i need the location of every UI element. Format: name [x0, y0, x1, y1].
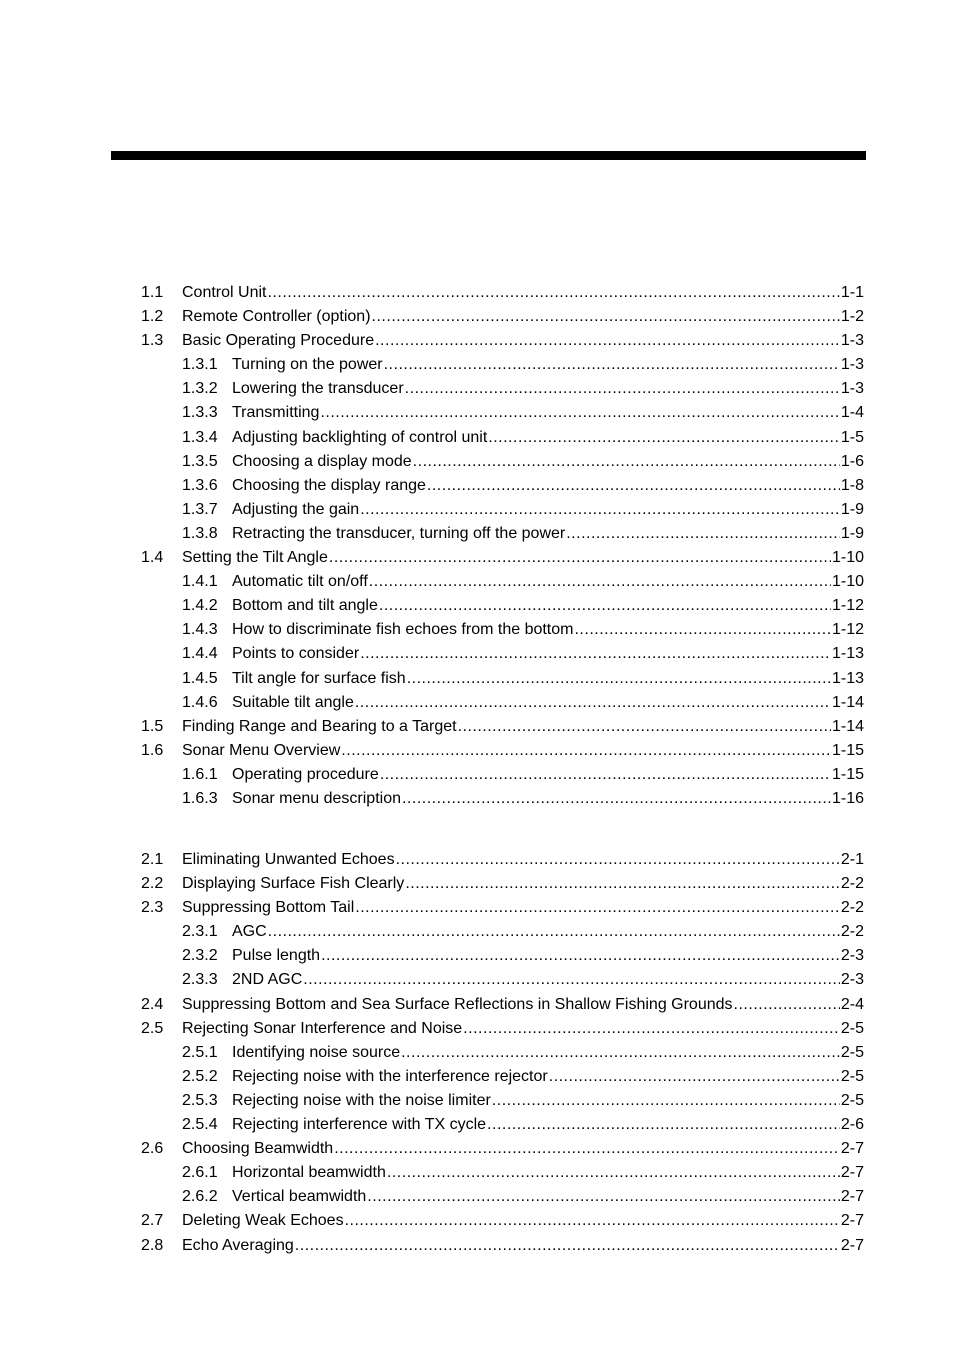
toc-entry-number: 1.6 — [141, 741, 164, 759]
toc-dot-leader — [384, 355, 840, 375]
toc-dot-leader — [407, 669, 831, 689]
toc-dot-leader — [463, 1019, 840, 1039]
toc-entry-title: Rejecting Sonar Interference and Noise — [182, 1019, 463, 1037]
toc-entry[interactable] — [141, 620, 864, 644]
toc-entry-number: 2.5.2 — [182, 1067, 218, 1085]
toc-dot-leader — [427, 476, 840, 496]
toc-entry[interactable] — [141, 379, 864, 403]
toc-entry-title: Suppressing Bottom Tail — [182, 899, 355, 917]
toc-entry[interactable] — [141, 717, 864, 741]
toc-entry-title: Basic Operating Procedure — [182, 332, 375, 350]
toc-dot-leader — [574, 620, 830, 640]
toc-entry-title: Choosing Beamwidth — [182, 1140, 334, 1158]
toc-entry-number: 1.4.1 — [182, 573, 218, 591]
toc-entry-title: Pulse length — [232, 947, 321, 965]
toc-entry-number: 1.4 — [141, 549, 164, 567]
toc-entry-page: 1-9 — [840, 524, 864, 542]
toc-entry[interactable] — [141, 428, 864, 452]
toc-entry-number: 2.5.1 — [182, 1043, 218, 1061]
toc-entry-page: 2-4 — [840, 995, 864, 1013]
toc-entry-number: 1.4.5 — [182, 669, 218, 687]
toc-entry-number: 2.3.3 — [182, 971, 218, 989]
toc-entry-page: 2-3 — [840, 971, 864, 989]
toc-entry-title: Adjusting the gain — [232, 500, 360, 518]
toc-entry-number: 1.3.5 — [182, 452, 218, 470]
toc-entry-title: Sonar menu description — [232, 789, 401, 807]
toc-entry[interactable] — [141, 946, 864, 970]
toc-entry[interactable] — [141, 1139, 864, 1163]
toc-entry-title: Horizontal beamwidth — [232, 1164, 386, 1182]
toc-dot-leader — [345, 1211, 840, 1231]
toc-entry-number: 1.6.3 — [182, 789, 218, 807]
toc-entry-number: 2.5.4 — [182, 1116, 218, 1134]
toc-entry-number: 1.4.4 — [182, 645, 218, 663]
toc-entry-page: 1-3 — [840, 356, 864, 374]
toc-entry-page: 1-14 — [831, 693, 864, 711]
toc-section-2 — [141, 850, 864, 1260]
toc-entry[interactable] — [141, 572, 864, 596]
toc-entry[interactable] — [141, 1019, 864, 1043]
toc-dot-leader — [549, 1067, 840, 1087]
toc-dot-leader — [487, 1115, 840, 1135]
toc-entry-number: 2.2 — [141, 875, 164, 893]
toc-dot-leader — [405, 379, 840, 399]
toc-entry-page: 1-3 — [840, 332, 864, 350]
toc-entry[interactable] — [141, 922, 864, 946]
toc-entry-number: 1.3.1 — [182, 356, 218, 374]
toc-entry[interactable] — [141, 307, 864, 331]
toc-entry-page: 2-3 — [840, 947, 864, 965]
toc-entry[interactable] — [141, 1043, 864, 1067]
header-rule — [111, 151, 866, 160]
toc-entry-title: Suitable tilt angle — [232, 693, 354, 711]
toc-entry-page: 2-2 — [840, 875, 864, 893]
toc-entry-number: 2.1 — [141, 851, 164, 868]
toc-entry[interactable] — [141, 548, 864, 572]
toc-entry[interactable] — [141, 403, 864, 427]
toc-entry-page: 2-7 — [840, 1212, 864, 1230]
toc-entry-title: Rejecting interference with TX cycle — [232, 1116, 487, 1134]
toc-entry-title: AGC — [232, 923, 267, 941]
toc-entry-number: 1.1 — [141, 284, 164, 301]
toc-entry-number: 2.3 — [141, 899, 164, 917]
toc-dot-leader — [355, 693, 831, 713]
toc-dot-leader — [402, 789, 831, 809]
toc-entry-number: 1.3.7 — [182, 500, 218, 518]
toc-entry-title: Transmitting — [232, 404, 320, 422]
toc-entry[interactable] — [141, 1091, 864, 1115]
toc-dot-leader — [375, 331, 840, 351]
toc-entry-number: 1.3.3 — [182, 404, 218, 422]
toc-entry-page: 1-14 — [831, 717, 864, 735]
toc-dot-leader — [268, 922, 840, 942]
toc-entry[interactable] — [141, 669, 864, 693]
toc-dot-leader — [369, 572, 831, 592]
toc-entry[interactable] — [141, 500, 864, 524]
toc-entry-title: Points to consider — [232, 645, 360, 663]
toc-entry[interactable] — [141, 765, 864, 789]
toc-dot-leader — [321, 946, 840, 966]
toc-entry-number: 1.3.2 — [182, 380, 218, 398]
toc-entry[interactable] — [141, 283, 864, 307]
toc-entry-number: 2.5.3 — [182, 1091, 218, 1109]
toc-entry-number: 2.5 — [141, 1019, 164, 1037]
toc-entry[interactable] — [141, 1236, 864, 1260]
toc-entry-page: 1-9 — [840, 500, 864, 518]
toc-entry-title: Rejecting noise with the interference rejector — [232, 1067, 548, 1085]
toc-entry-title: Retracting the transducer, turning off the power — [232, 524, 566, 542]
toc-entry-title: Identifying noise source — [232, 1043, 401, 1061]
toc-entry[interactable] — [141, 789, 864, 813]
toc-dot-leader — [379, 596, 831, 616]
toc-entry-page: 1-15 — [831, 765, 864, 783]
toc-entry-page: 1-12 — [831, 621, 864, 639]
toc-entry[interactable] — [141, 1115, 864, 1139]
toc-entry-page: 2-7 — [840, 1164, 864, 1182]
toc-dot-leader — [303, 970, 840, 990]
toc-dot-leader — [341, 741, 831, 761]
toc-dot-leader — [458, 717, 831, 737]
toc-entry-title: Finding Range and Bearing to a Target — [182, 717, 457, 735]
toc-entry-number: 2.6 — [141, 1140, 164, 1158]
toc-entry-title: 2ND AGC — [232, 971, 303, 989]
toc-entry[interactable] — [141, 741, 864, 765]
toc-entry-number: 2.6.2 — [182, 1188, 218, 1206]
toc-entry[interactable] — [141, 1187, 864, 1211]
toc-entry-number: 1.3.8 — [182, 524, 218, 542]
toc-entry-page: 2-1 — [840, 851, 864, 868]
toc-entry[interactable] — [141, 1163, 864, 1187]
toc-dot-leader — [360, 644, 831, 664]
toc-entry-number: 1.4.6 — [182, 693, 218, 711]
toc-entry-title: Tilt angle for surface fish — [232, 669, 406, 687]
toc-entry[interactable] — [141, 970, 864, 994]
toc-entry-page: 1-3 — [840, 380, 864, 398]
toc-entry[interactable] — [141, 850, 864, 874]
toc-entry[interactable] — [141, 596, 864, 620]
toc-entry[interactable] — [141, 644, 864, 668]
toc-entry-number: 2.3.2 — [182, 947, 218, 965]
toc-dot-leader — [372, 307, 840, 327]
toc-entry-page: 2-2 — [840, 899, 864, 917]
toc-entry-title: Deleting Weak Echoes — [182, 1212, 344, 1230]
toc-entry[interactable] — [141, 476, 864, 500]
toc-entry-number: 1.3 — [141, 332, 164, 350]
toc-dot-leader — [360, 500, 840, 520]
toc-entry-number: 1.2 — [141, 308, 164, 326]
toc-entry-page: 1-10 — [831, 549, 864, 567]
toc-section-1 — [141, 283, 864, 813]
toc-dot-leader — [401, 1043, 840, 1063]
toc-entry[interactable] — [141, 995, 864, 1019]
toc-dot-leader — [367, 1187, 840, 1207]
toc-entry-title: Eliminating Unwanted Echoes — [182, 851, 395, 868]
toc-dot-leader — [295, 1236, 840, 1256]
toc-dot-leader — [380, 765, 831, 785]
toc-entry-title: Automatic tilt on/off — [232, 573, 368, 591]
toc-entry-number: 2.4 — [141, 995, 164, 1013]
toc-entry[interactable] — [141, 524, 864, 548]
toc-entry-number: 1.3.6 — [182, 476, 218, 494]
toc-dot-leader — [329, 548, 831, 568]
toc-entry[interactable] — [141, 693, 864, 717]
toc-dot-leader — [488, 428, 840, 448]
toc-entry-title: Adjusting backlighting of control unit — [232, 428, 488, 446]
toc-dot-leader — [405, 874, 840, 894]
toc-entry-title: Control Unit — [182, 284, 267, 301]
toc-entry-title: Echo Averaging — [182, 1236, 294, 1254]
toc-entry-title: Operating procedure — [232, 765, 379, 783]
toc-entry-title: Choosing a display mode — [232, 452, 412, 470]
toc-entry[interactable] — [141, 1067, 864, 1091]
toc-entry[interactable] — [141, 1211, 864, 1235]
toc-entry-title: Choosing the display range — [232, 476, 426, 494]
toc-entry-number: 1.4.3 — [182, 621, 218, 639]
toc-entry-title: Turning on the power — [232, 356, 383, 374]
toc-entry-number: 2.6.1 — [182, 1164, 218, 1182]
toc-entry-page: 2-5 — [840, 1043, 864, 1061]
toc-dot-leader — [566, 524, 840, 544]
toc-entry-page: 2-5 — [840, 1067, 864, 1085]
toc-entry-number: 2.8 — [141, 1236, 164, 1254]
toc-entry-title: Remote Controller (option) — [182, 308, 371, 326]
toc-entry[interactable] — [141, 355, 864, 379]
toc-entry-number: 1.6.1 — [182, 765, 218, 783]
toc-dot-leader — [320, 403, 839, 423]
toc-entry-page: 1-10 — [831, 573, 864, 591]
toc-entry-title: Sonar Menu Overview — [182, 741, 341, 759]
toc-entry-page: 1-12 — [831, 597, 864, 615]
toc-entry-number: 1.3.4 — [182, 428, 218, 446]
toc-dot-leader — [734, 995, 840, 1015]
toc-dot-leader — [387, 1163, 840, 1183]
toc-entry-title: Bottom and tilt angle — [232, 597, 378, 615]
toc-entry-number: 2.3.1 — [182, 923, 218, 941]
toc-entry-title: How to discriminate fish echoes from the bottom — [232, 621, 574, 639]
toc-entry-page: 1-13 — [831, 669, 864, 687]
toc-entry-title: Lowering the transducer — [232, 380, 404, 398]
toc-entry-page: 1-5 — [840, 428, 864, 446]
toc-dot-leader — [492, 1091, 840, 1111]
toc-entry-number: 2.7 — [141, 1212, 164, 1230]
toc-entry-title: Rejecting noise with the noise limiter — [232, 1091, 491, 1109]
toc-entry-page: 1-4 — [840, 404, 864, 422]
toc-entry-title: Displaying Surface Fish Clearly — [182, 875, 405, 893]
toc-entry-title: Setting the Tilt Angle — [182, 549, 328, 567]
toc-entry[interactable] — [141, 874, 864, 898]
toc-entry-title: Suppressing Bottom and Sea Surface Reflections in Shallow Fishing Grounds — [182, 995, 733, 1013]
toc-entry-page: 1-6 — [840, 452, 864, 470]
toc-dot-leader — [267, 283, 839, 303]
toc-entry-page: 2-7 — [840, 1236, 864, 1254]
toc-dot-leader — [413, 452, 840, 472]
toc-entry-number: 1.5 — [141, 717, 164, 735]
toc-dot-leader — [396, 850, 840, 870]
toc-entry-page: 1-16 — [831, 789, 864, 807]
toc-dot-leader — [355, 898, 840, 918]
toc-entry[interactable] — [141, 898, 864, 922]
toc-entry[interactable] — [141, 452, 864, 476]
toc-entry-title: Vertical beamwidth — [232, 1188, 367, 1206]
toc-entry-page: 2-2 — [840, 923, 864, 941]
toc-entry-page: 1-1 — [840, 284, 864, 301]
toc-entry-page: 2-5 — [840, 1091, 864, 1109]
toc-entry-page: 1-15 — [831, 741, 864, 759]
toc-entry-page: 1-2 — [840, 308, 864, 326]
toc-entry-page: 1-8 — [840, 476, 864, 494]
toc-entry-page: 2-5 — [840, 1019, 864, 1037]
toc-entry-page: 1-13 — [831, 645, 864, 663]
toc-entry-number: 1.4.2 — [182, 597, 218, 615]
toc-entry-page: 2-7 — [840, 1188, 864, 1206]
toc-entry-page: 2-6 — [840, 1116, 864, 1134]
toc-entry[interactable] — [141, 331, 864, 355]
toc-dot-leader — [334, 1139, 840, 1159]
toc-entry-page: 2-7 — [840, 1140, 864, 1158]
